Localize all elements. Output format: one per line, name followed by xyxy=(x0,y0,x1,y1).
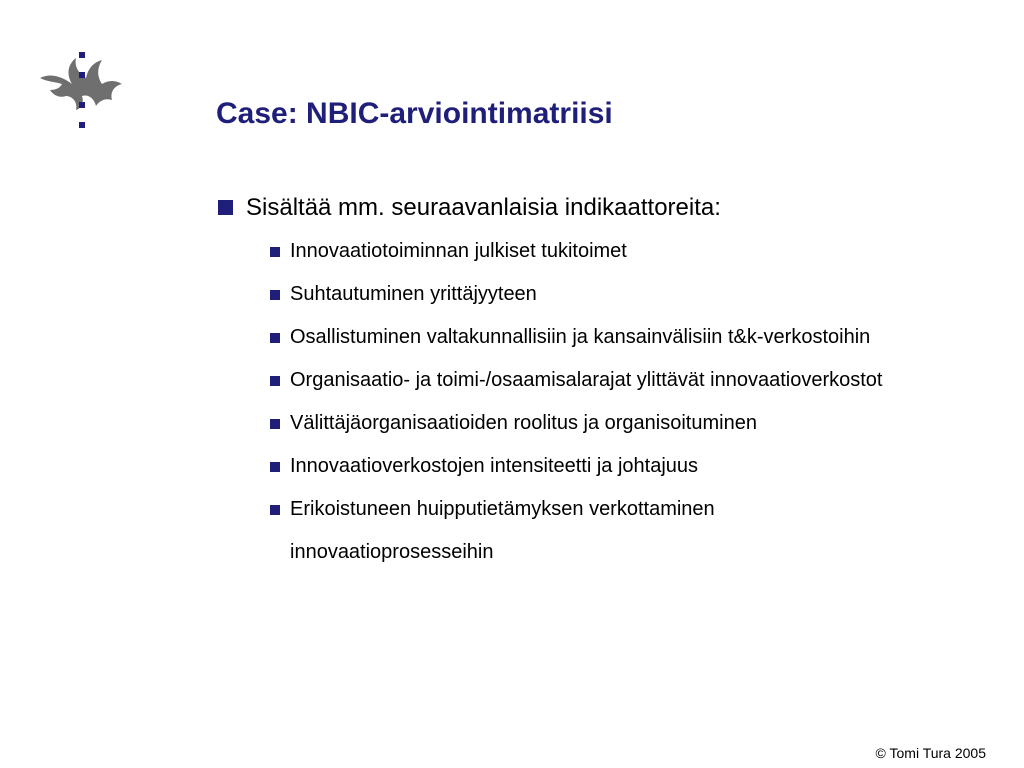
sub-bullet-text: Suhtautuminen yrittäjyyteen xyxy=(290,283,537,305)
sub-bullet-text: Innovaatioverkostojen intensiteetti ja johtajuus xyxy=(290,455,699,477)
sub-bullet-text: Innovaatiotoiminnan julkiset tukitoimet xyxy=(290,240,627,262)
copyright-footer: © Tomi Tura 2005 xyxy=(875,745,986,761)
sub-bullet xyxy=(216,359,916,402)
sub-bullet xyxy=(216,273,916,316)
sub-bullet-text: Osallistuminen valtakunnallisiin ja kansainvälisiin t&k-verkostoihin xyxy=(290,326,871,348)
square-bullet-icon xyxy=(218,200,233,215)
square-bullet-icon xyxy=(270,462,280,472)
sub-bullet xyxy=(216,488,916,574)
slide-content xyxy=(216,190,916,574)
sub-bullet xyxy=(216,445,916,488)
main-bullet-text: Sisältää mm. seuraavanlaisia indikaattoreita: xyxy=(246,194,721,221)
sub-bullet-text: Erikoistuneen huipputietämyksen verkottaminen innovaatioprosesseihin xyxy=(290,498,715,563)
sub-bullet xyxy=(216,230,916,273)
sub-bullet-text: Välittäjäorganisaatioiden roolitus ja organisoituminen xyxy=(290,412,757,434)
main-bullet xyxy=(216,190,916,226)
square-bullet-icon xyxy=(270,247,280,257)
slide-title: Case: NBIC-arviointimatriisi xyxy=(216,97,613,130)
square-bullet-icon xyxy=(270,419,280,429)
square-bullet-icon xyxy=(270,290,280,300)
sub-bullet-text: Organisaatio- ja toimi-/osaamisalarajat ylittävät innovaatioverkostot xyxy=(290,369,883,391)
square-bullet-icon xyxy=(270,505,280,515)
square-bullet-icon xyxy=(270,376,280,386)
sub-bullet xyxy=(216,402,916,445)
sub-bullet-list xyxy=(216,230,916,574)
sub-bullet xyxy=(216,316,916,359)
square-bullet-icon xyxy=(270,333,280,343)
university-flame-logo-icon xyxy=(36,44,128,136)
